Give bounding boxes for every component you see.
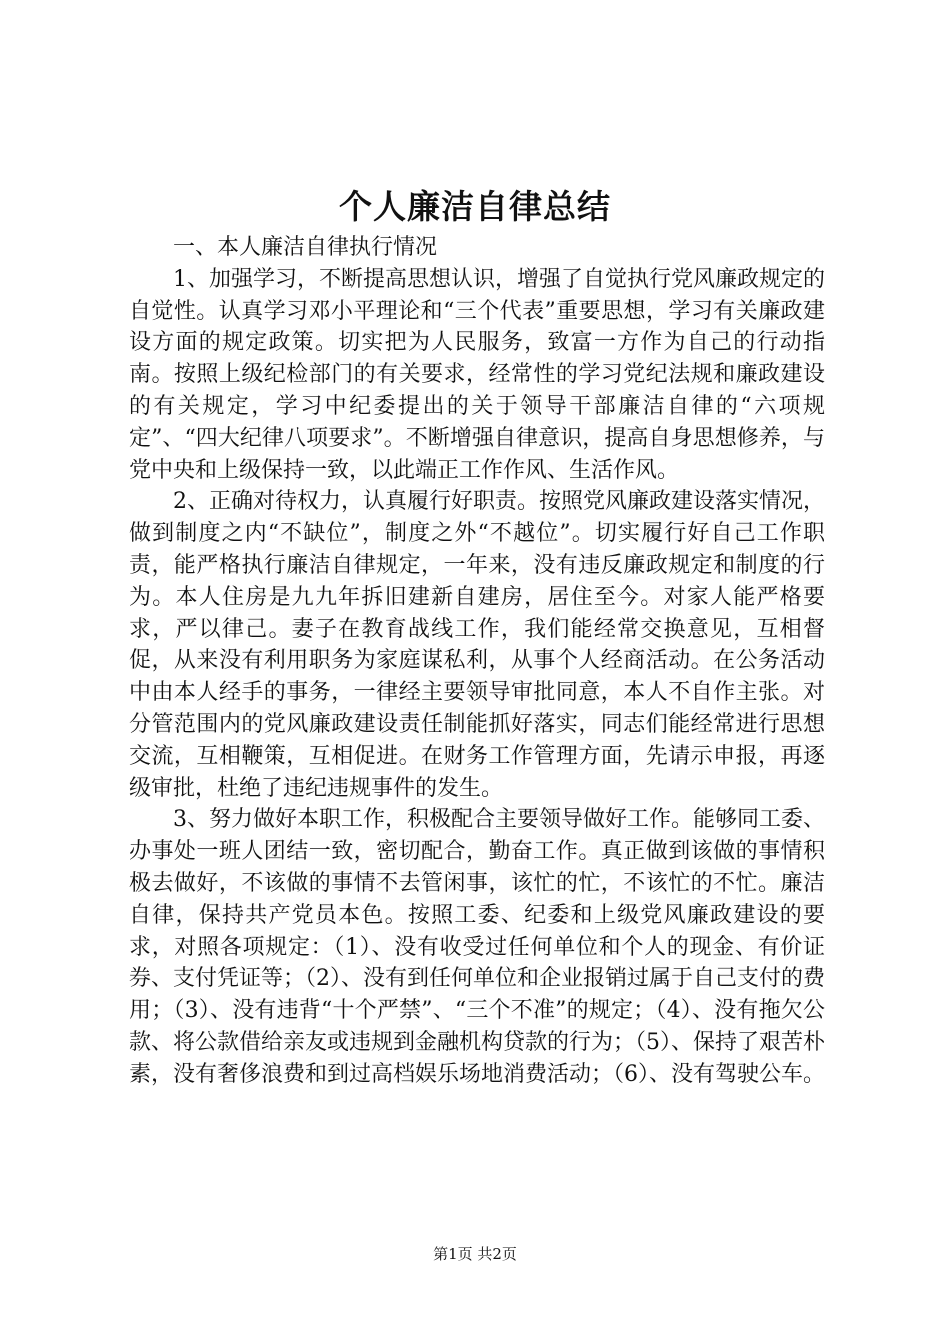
paragraph-2: 2、正确对待权力，认真履行好职责。按照党风廉政建设落实情况，做到制度之内“不缺位”，制度之外“不越位”。切实履行好自己工作职责，能严格执行廉洁自律规定，一年来，没有违反廉政规定和制度的行为。本人住房是九九年拆旧建新自建房，居住至今。对家人能严格要求，严以律己。妻子在教育战线工作，我们能经常交换意见，互相督促，从来没有利用职务为家庭谋私利，从事个人经商活动。在公务活动中由本人经手的事务，一律经主要领导审批同意，本人不自作主张。对分管范围内的党风廉政建设责任制能抓好落实，同志们能经常进行思想交流，互相鞭策，互相促进。在财务工作管理方面，先请示申报，再逐级审批，杜绝了违纪违规事件的发生。: [129, 489, 825, 801]
paragraph-3: 3、努力做好本职工作，积极配合主要领导做好工作。能够同工委、办事处一班人团结一致，密切配合，勤奋工作。真正做到该做的事情积极去做好，不该做的事情不去管闲事，该忙的忙，不该忙的不忙。廉洁自律，保持共产党员本色。按照工委、纪委和上级党风廉政建设的要求，对照各项规定：（1）、没有收受过任何单位和个人的现金、有价证券、支付凭证等；（2）、没有到任何单位和企业报销过属于自己支付的费用；（3）、没有违背“十个严禁”、“三个不准”的规定；（4）、没有拖欠公款、将公款借给亲友或违规到金融机构贷款的行为；（5）、保持了艰苦朴素，没有奢侈浪费和到过高档娱乐场地消费活动；（6）、没有驾驶公车。: [129, 807, 825, 1087]
page-footer: 第1页 共2页: [433, 1245, 517, 1263]
document-title: 个人廉洁自律总结: [339, 187, 611, 226]
paragraph-1: 1、加强学习，不断提高思想认识，增强了自觉执行党风廉政规定的自觉性。认真学习邓小平理论和“三个代表”重要思想，学习有关廉政建设方面的规定政策。切实把为人民服务，致富一方作为自己的行动指南。按照上级纪检部门的有关要求，经常性的学习党纪法规和廉政建设的有关规定，学习中纪委提出的关于领导干部廉洁自律的“六项规定”、“四大纪律八项要求”。不断增强自律意识，提高自身思想修养，与党中央和上级保持一致，以此端正工作作风、生活作风。: [129, 266, 825, 483]
section-heading: 一、本人廉洁自律执行情况: [173, 235, 438, 260]
document-body: [129, 232, 825, 1091]
